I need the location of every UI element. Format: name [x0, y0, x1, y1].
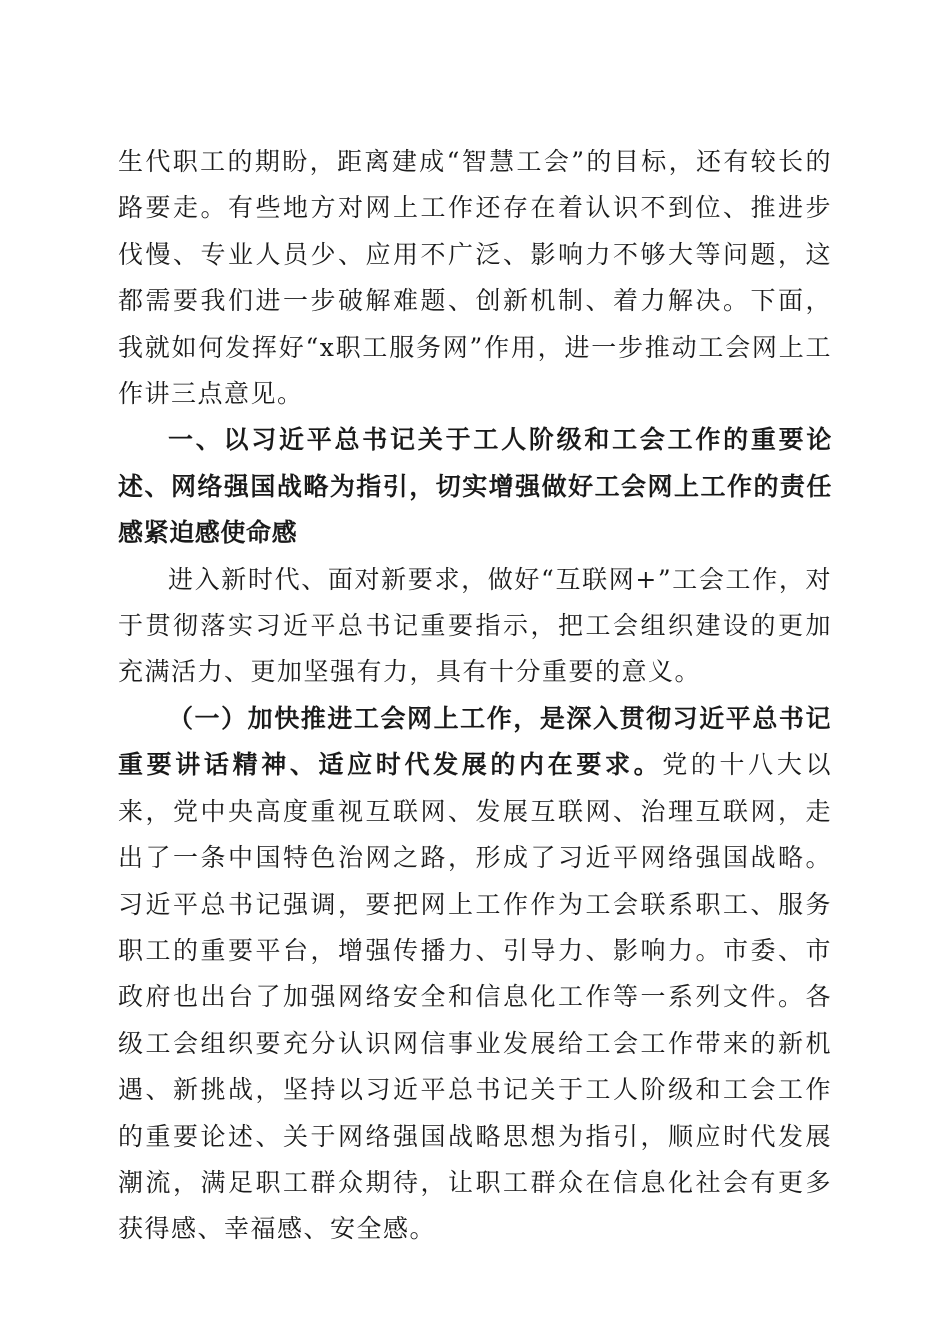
- paragraph-intro: 进入新时代、面对新要求，做好“互联网+”工会工作，对于贯彻落实习近平总书记重要指示，把工会组织建设的更加充满活力、更加坚强有力，具有十分重要的意义。: [118, 564, 832, 687]
- subsection-heading-1: （一）加快推进工会网上工作，是深入贯彻习近平总书记重要讲话精神、适应时代发展的内在要求。: [118, 703, 832, 780]
- section-heading-1: 一、以习近平总书记关于工人阶级和工会工作的重要论述、网络强国战略为指引，切实增强做好工会网上工作的责任感紧迫感使命感: [118, 425, 832, 548]
- subsection-body-1: 党的十八大以来，党中央高度重视互联网、发展互联网、治理互联网，走出了一条中国特色治网之路，形成了习近平网络强国战略。习近平总书记强调，要把网上工作作为工会联系职工、服务职工的重要平台，增强传播力、引导力、影响力。市委、市政府也出台了加强网络安全和信息化工作等一系列文件。各级工会组织要充分认识网信事业发展给工会工作带来的新机遇、新挑战，坚持以习近平总书记关于工人阶级和工会工作的重要论述、关于网络强国战略思想为指引，顺应时代发展潮流，满足职工群众期待，让职工群众在信息化社会有更多获得感、幸福感、安全感。: [118, 750, 832, 1244]
- paragraph-subsection-1: [118, 696, 832, 1253]
- paragraph-continuation: 生代职工的期盼，距离建成“智慧工会”的目标，还有较长的路要走。有些地方对网上工作还存在着认识不到位、推进步伐慢、专业人员少、应用不广泛、影响力不够大等问题，这都需要我们进一步破解难题、创新机制、着力解决。下面，我就如何发挥好“x职工服务网”作用，进一步推动工会网上工作讲三点意见。: [118, 147, 832, 409]
- document-body: [118, 139, 832, 1253]
